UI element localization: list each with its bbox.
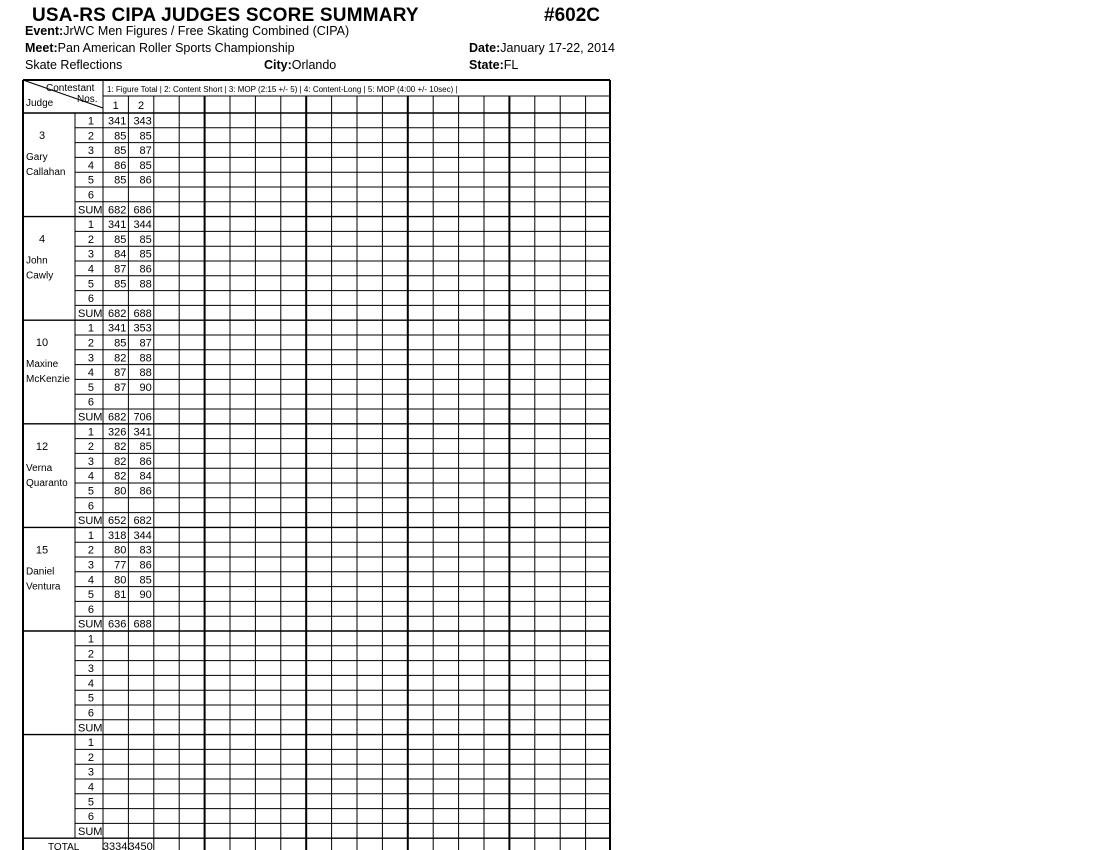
sum-row-label: SUM <box>78 307 103 320</box>
row-label: 6 <box>87 189 94 202</box>
row-label: 3 <box>87 352 94 365</box>
row-label: 1 <box>87 115 94 128</box>
score-cell: 90 <box>139 589 152 602</box>
date-value: January 17-22, 2014 <box>500 41 615 55</box>
row-label: 1 <box>87 737 94 750</box>
event-label: Event: <box>25 24 64 38</box>
score-cell: 86 <box>139 455 152 468</box>
row-label: 2 <box>87 648 94 661</box>
event-value: JrWC Men Figures / Free Skating Combined (CIPA) <box>63 24 350 38</box>
row-label: 4 <box>87 677 94 690</box>
corner-nos-label: Nos. <box>77 94 98 105</box>
contestant-number: 2 <box>138 100 145 112</box>
row-label: 5 <box>87 278 94 291</box>
row-label: 4 <box>87 367 94 380</box>
score-cell: 341 <box>108 115 127 128</box>
score-cell: 344 <box>133 529 152 542</box>
row-label: 2 <box>87 751 94 764</box>
form-title: USA-RS CIPA JUDGES SCORE SUMMARY <box>32 5 419 26</box>
score-cell: 85 <box>139 441 152 454</box>
club-name: Skate Reflections <box>25 58 123 72</box>
row-label: 4 <box>87 574 94 587</box>
score-cell: 85 <box>139 574 152 587</box>
row-label: 2 <box>87 130 94 143</box>
row-label: 6 <box>87 811 94 824</box>
score-cell: 80 <box>114 544 127 557</box>
score-cell: 87 <box>114 381 127 394</box>
score-cell: 82 <box>114 352 127 365</box>
score-cell: 682 <box>108 411 127 424</box>
judge-first-name: Gary <box>26 152 48 163</box>
row-label: 6 <box>87 603 94 616</box>
judge-number: 4 <box>38 233 46 246</box>
judge-last-name: Quaranto <box>26 477 68 489</box>
score-cell: 636 <box>108 618 127 631</box>
score-cell: 326 <box>108 426 127 439</box>
row-label: 5 <box>87 381 94 394</box>
row-label: 6 <box>87 707 94 720</box>
score-cell: 682 <box>133 515 152 528</box>
sum-row-label: SUM <box>78 515 103 528</box>
row-label: 4 <box>87 470 94 483</box>
score-cell: 652 <box>108 515 127 528</box>
judge-first-name: Maxine <box>26 359 59 371</box>
corner-judge-label: Judge <box>26 98 54 109</box>
row-label: 2 <box>87 337 94 350</box>
score-cell: 85 <box>139 233 152 246</box>
corner-contestant-label: Contestant <box>46 83 95 94</box>
row-label: 1 <box>87 426 94 439</box>
row-label: 4 <box>87 781 94 794</box>
row-label: 3 <box>87 766 94 779</box>
row-label: 1 <box>87 219 94 232</box>
row-label: 6 <box>87 396 94 409</box>
judge-number: 12 <box>35 440 49 453</box>
city-label: City: <box>264 58 292 72</box>
score-cell: 341 <box>108 322 127 335</box>
score-cell: 341 <box>108 219 127 232</box>
score-cell: 88 <box>139 367 152 380</box>
row-label: 4 <box>87 159 94 172</box>
score-cell: 87 <box>114 263 127 276</box>
judge-last-name: Cawly <box>26 270 54 282</box>
form-number: #602C <box>544 5 600 26</box>
row-label: 2 <box>87 233 94 246</box>
score-cell: 318 <box>108 529 127 542</box>
judge-number: 3 <box>38 130 46 142</box>
judge-first-name: Daniel <box>26 566 55 578</box>
score-cell: 85 <box>114 130 127 143</box>
score-cell: 80 <box>114 485 127 498</box>
score-cell: 88 <box>139 278 152 291</box>
date-label: Date: <box>469 41 501 55</box>
score-cell: 88 <box>139 352 152 365</box>
score-cell: 87 <box>139 337 152 350</box>
row-label: 1 <box>87 529 94 542</box>
city-value: Orlando <box>291 58 337 72</box>
score-cell: 81 <box>114 589 127 602</box>
state-label: State: <box>469 58 504 72</box>
score-cell: 85 <box>139 159 152 172</box>
judge-last-name: Ventura <box>26 581 61 593</box>
row-label: 5 <box>87 174 94 187</box>
score-cell: 85 <box>139 248 152 261</box>
score-cell: 686 <box>133 204 152 217</box>
judge-first-name: John <box>26 255 48 267</box>
score-cell: 343 <box>133 115 152 128</box>
row-label: 3 <box>87 248 94 261</box>
score-cell: 688 <box>133 307 152 320</box>
score-cell: 85 <box>114 337 127 350</box>
score-cell: 86 <box>139 485 152 498</box>
judge-last-name: McKenzie <box>26 374 70 386</box>
row-label: 3 <box>87 663 94 676</box>
score-cell: 84 <box>139 470 152 483</box>
score-cell: 83 <box>139 544 152 557</box>
score-cell: 80 <box>114 574 127 587</box>
score-cell: 82 <box>114 441 127 454</box>
row-label: 2 <box>87 441 94 454</box>
score-cell: 344 <box>133 219 152 232</box>
score-cell: 86 <box>139 263 152 276</box>
total-cell: 3450 <box>128 841 153 850</box>
score-cell: 682 <box>108 204 127 217</box>
sum-row-label: SUM <box>78 722 103 735</box>
score-cell: 86 <box>139 174 152 187</box>
score-cell: 706 <box>133 411 152 424</box>
total-cell: 3334 <box>102 841 128 850</box>
state-value: FL <box>503 58 519 72</box>
score-cell: 90 <box>139 381 152 394</box>
row-label: 2 <box>87 544 94 557</box>
row-label: 3 <box>87 455 94 468</box>
score-type-legend: 1: Figure Total | 2: Content Short | 3: MOP (2:15 +/- 5) | 4: Content-Long | 5: MOP (4:00 +/- 10sec) | <box>107 85 458 94</box>
row-label: 6 <box>87 500 94 513</box>
score-cell: 85 <box>114 145 127 158</box>
row-label: 5 <box>87 485 94 498</box>
row-label: 3 <box>87 559 94 572</box>
row-label: 5 <box>87 589 94 602</box>
row-label: 1 <box>87 322 94 335</box>
sum-row-label: SUM <box>78 411 103 424</box>
total-label: TOTAL <box>48 842 80 850</box>
row-label: 6 <box>87 293 94 306</box>
score-cell: 82 <box>114 470 127 483</box>
judge-number: 15 <box>35 544 49 557</box>
meet-label: Meet: <box>25 41 58 55</box>
score-cell: 86 <box>114 159 127 172</box>
judge-number: 10 <box>35 337 49 350</box>
score-cell: 82 <box>114 455 127 468</box>
row-label: 5 <box>87 796 94 809</box>
score-cell: 77 <box>114 559 127 572</box>
row-label: 3 <box>87 145 94 158</box>
score-cell: 87 <box>139 145 152 158</box>
meet-value: Pan American Roller Sports Championship <box>57 41 295 55</box>
score-cell: 341 <box>133 426 152 439</box>
sum-row-label: SUM <box>78 825 103 838</box>
score-cell: 85 <box>114 174 127 187</box>
sum-row-label: SUM <box>78 618 103 631</box>
score-cell: 84 <box>114 248 127 261</box>
score-cell: 688 <box>133 618 152 631</box>
judge-first-name: Verna <box>26 462 53 474</box>
row-label: 4 <box>87 263 94 276</box>
judge-last-name: Callahan <box>26 167 66 178</box>
score-cell: 85 <box>139 130 152 143</box>
score-cell: 85 <box>114 278 127 291</box>
row-label: 5 <box>87 692 94 705</box>
row-label: 1 <box>87 633 94 646</box>
score-cell: 86 <box>139 559 152 572</box>
score-cell: 87 <box>114 367 127 380</box>
score-cell: 353 <box>133 322 152 335</box>
contestant-number: 1 <box>112 100 119 112</box>
score-cell: 85 <box>114 233 127 246</box>
sum-row-label: SUM <box>78 204 103 217</box>
score-cell: 682 <box>108 307 127 320</box>
